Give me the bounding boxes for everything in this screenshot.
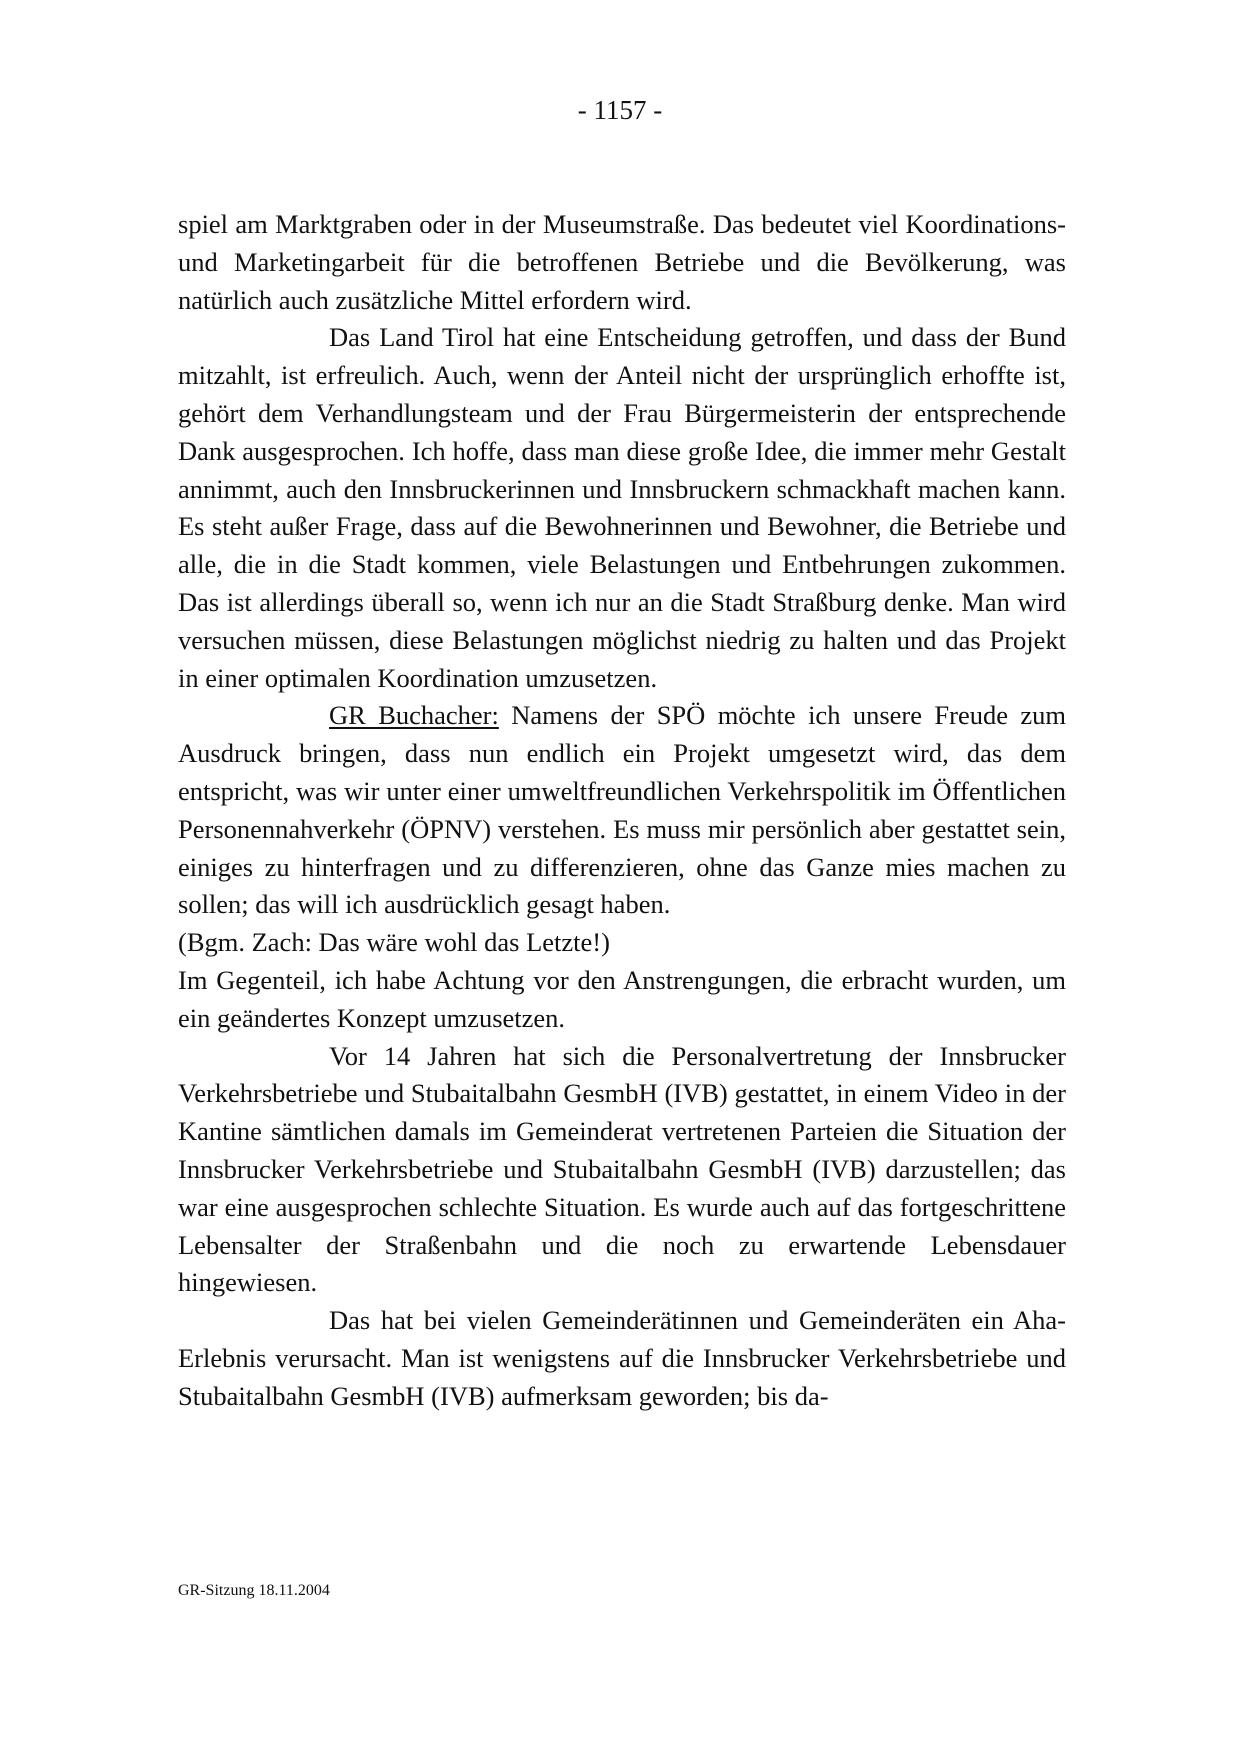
paragraph-personalvertretung: Vor 14 Jahren hat sich die Personalvertretung der Innsbrucker Verkehrsbetriebe und Stubaitalbahn GesmbH (IVB) gestattet, in einem Video in der Kantine sämtlichen damals im Gemeinderat vertretenen Parteien die Situation der Innsbrucker Verkehrsbetriebe und Stubaitalbahn GesmbH (IVB) darzustellen; das war eine ausgesprochen schlechte Situation. Es wurde auch auf das fortgeschrittene Lebensalter der Straßenbahn und die noch zu erwartende Lebensdauer hingewiesen. [178,1040,1066,1298]
page-number: - 1157 - [577,95,663,125]
paragraph-response: Im Gegenteil, ich habe Achtung vor den Anstrengungen, die erbracht wurden, um ein geändertes Konzept umzusetzen. [178,964,1066,1033]
paragraph-buchacher [178,697,1066,924]
paragraph-interjection: (Bgm. Zach: Das wäre wohl das Letzte!) [178,927,610,958]
document-body [178,206,1066,1416]
paragraph-aha-erlebnis: Das hat bei vielen Gemeinderätinnen und Gemeinderäten ein Aha-Erlebnis verursacht. Man ist wenigstens auf die Innsbrucker Verkehrsbetriebe und Stubaitalbahn GesmbH (IVB) aufmerksam geworden; bis da- [178,1305,1066,1411]
footer-session-date: GR-Sitzung 18.11.2004 [178,1582,330,1599]
speaker-name: GR Buchacher: [329,700,499,731]
paragraph-continuation: spiel am Marktgraben oder in der Museumstraße. Das bedeutet viel Koordinations- und Marketingarbeit für die betroffenen Betriebe und die Bevölkerung, was natürlich auch zusätzliche Mittel erfordern wird. [178,209,1066,315]
paragraph-land-tirol: Das Land Tirol hat eine Entscheidung getroffen, und dass der Bund mitzahlt, ist erfreulich. Auch, wenn der Anteil nicht der ursprünglich erhoffte ist, gehört dem Verhandlungsteam und der Frau Bürgermeisterin der entsprechende Dank ausgesprochen. Ich hoffe, dass man diese große Idee, die immer mehr Gestalt annimmt, auch den Innsbruckerinnen und Innsbruckern schmackhaft machen kann. Es steht außer Frage, dass auf die Bewohnerinnen und Bewohner, die Betriebe und alle, die in die Stadt kommen, viele Belastungen und Entbehrungen zukommen. Das ist allerdings überall so, wenn ich nur an die Stadt Straßburg denke. Man wird versuchen müssen, diese Belastungen möglichst niedrig zu halten und das Projekt in einer optimalen Koordination umzusetzen. [178,322,1066,693]
speaker-statement: Namens der SPÖ möchte ich unsere Freude zum Ausdruck bringen, dass nun endlich ein Projekt umgesetzt wird, das dem entspricht, was wir unter einer umweltfreundlichen Verkehrspolitik im Öffentlichen Personennahverkehr (ÖPNV) verstehen. Es muss mir persönlich aber gestattet sein, einiges zu hinterfragen und zu differenzieren, ohne das Ganze mies machen zu sollen; das will ich ausdrücklich gesagt haben. [178,700,1066,920]
